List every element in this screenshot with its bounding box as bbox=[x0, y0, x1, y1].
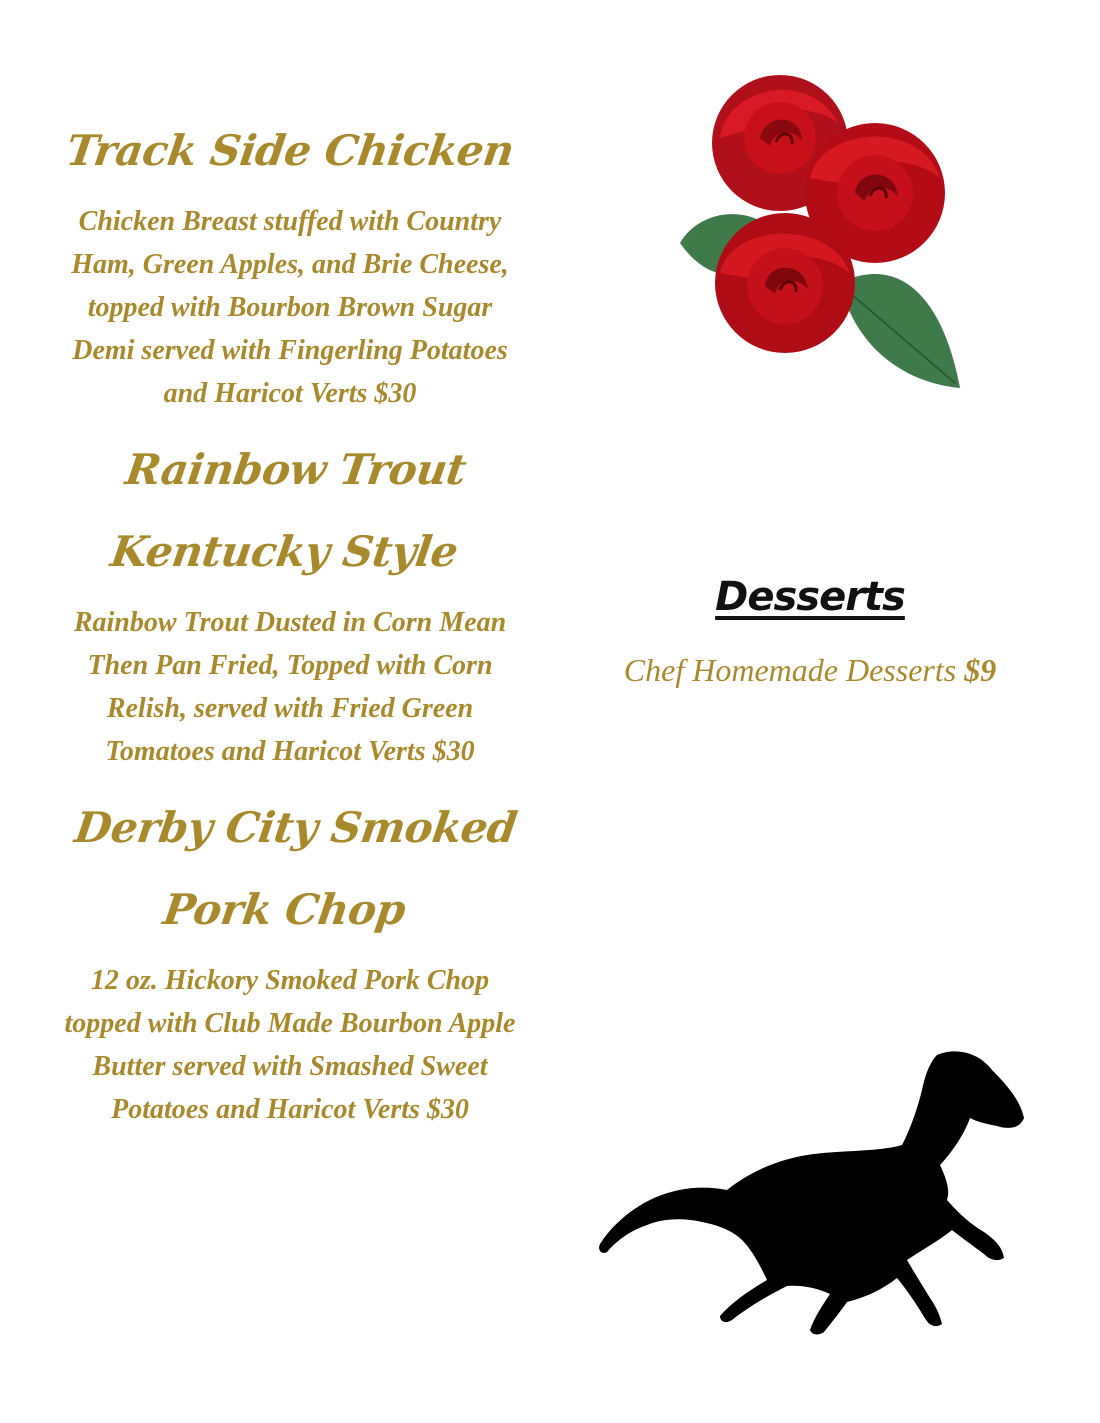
dish-derby-city-pork-chop bbox=[40, 787, 540, 1131]
dish-description: Chicken Breast stuffed with Country Ham, Green Apples, and Brie Cheese, topped with Bourbon Brown Sugar Demi served with Fingerling Potatoes and Haricot Verts $30 bbox=[71, 206, 509, 409]
dessert-item-name: Chef Homemade Desserts bbox=[623, 652, 957, 688]
dish-rainbow-trout bbox=[40, 429, 540, 773]
dish-track-side-chicken bbox=[40, 110, 540, 415]
dish-title: Track Side Chicken bbox=[63, 126, 517, 175]
dish-description: Rainbow Trout Dusted in Corn Mean Then Pan Fried, Topped with Corn Relish, served with Fried Green Tomatoes and Haricot Verts $30 bbox=[73, 607, 507, 767]
dish-title: Derby City Smoked Pork Chop bbox=[71, 803, 520, 934]
desserts-heading: Desserts bbox=[715, 574, 905, 620]
desserts-item-line bbox=[560, 652, 1060, 689]
dessert-price: $9 bbox=[964, 652, 997, 688]
entrees-column bbox=[40, 110, 540, 1145]
roses-icon bbox=[660, 68, 970, 398]
dish-title: Rainbow Trout Kentucky Style bbox=[107, 445, 470, 576]
running-horse-icon bbox=[592, 1040, 1032, 1340]
dish-description: 12 oz. Hickory Smoked Pork Chop topped with Club Made Bourbon Apple Butter served with Smashed Sweet Potatoes and Haricot Verts $30 bbox=[64, 965, 516, 1125]
